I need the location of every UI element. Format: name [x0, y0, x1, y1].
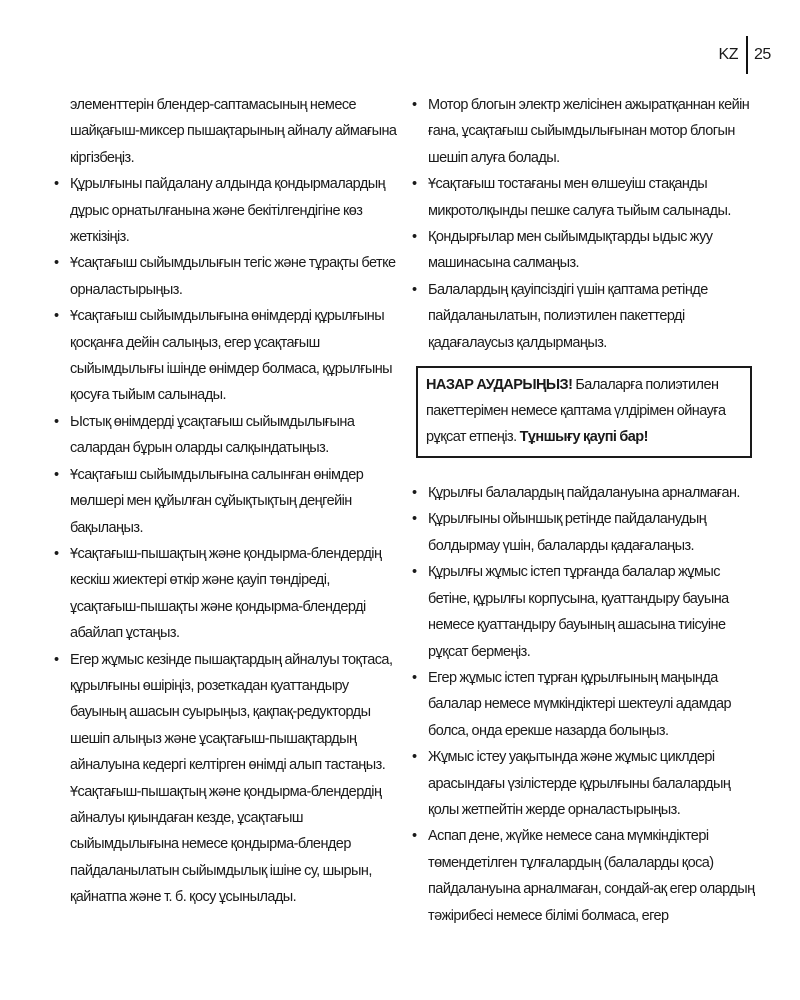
list-item: • Ұсақтағыш сыйымдылығына өнімдерді құрылғыны қосқанға дейін салыңыз, егер ұсақтағыш сыйымдылығы ішінде өнімдер болмаса, құрылғыны қосуға тыйым салынады. [70, 303, 400, 409]
warning-emphasis: Тұншығу қаупі бар! [519, 429, 648, 446]
right-bullet-list-top [428, 92, 758, 356]
left-bullet-list [70, 171, 400, 910]
list-item: • Аспап дене, жүйке немесе сана мүмкіндіктері төмендетілген тұлғалардың (балаларды қоса) пайдалануына арналмаған, сондай-ақ егер олардың тәжірибесі немесе білімі болмаса, егер [428, 823, 758, 929]
list-item: • Құрылғыны ойыншық ретінде пайдаланудың болдырмау үшін, балаларды қадағалаңыз. [428, 506, 758, 559]
list-item: • Құрылғы жұмыс істеп тұрғанда балалар жұмыс бетіне, құрылғы корпусына, қуаттандыру бауына немесе қуаттандыру бауының ашасына тиісуіне рұқсат бермеңіз. [428, 559, 758, 665]
list-item: • Егер жұмыс кезінде пышақтардың айналуы тоқтаса, құрылғыны өшіріңіз, розеткадан қуаттандыру бауының ашасын суырыңыз, қақпақ-редукторды шешіп алыңыз және ұсақтағыш-пышақтардың айналуына кедергі келтірген өнімді алып тастаңыз. Ұсақтағыш-пышақтың және қондырма-блендердің айналуы қиындаған кезде, ұсақтағыш сыйымдылығына немесе қондырма-блендер пайдаланылатын сыйымдылық ішіне су, шырын, қайнатпа және т. б. қосу ұсынылады. [70, 647, 400, 911]
page-number: 25 [754, 46, 771, 63]
right-column [428, 92, 758, 929]
list-item: • Мотор блогын электр желісінен ажыратқаннан кейін ғана, ұсақтағыш сыйымдылығынан мотор блогын шешіп алуға болады. [428, 92, 758, 171]
warning-lead: НАЗАР АУДАРЫҢЫЗ! [426, 377, 573, 394]
left-column [70, 92, 400, 911]
right-bullet-list-bottom [428, 480, 758, 929]
language-code: KZ [718, 46, 738, 63]
warning-box [416, 366, 752, 458]
list-item: • Жұмыс істеу уақытында және жұмыс циклдері арасындағы үзілістерде құрылғыны балалардың қолы жетпейтін жерде орналастырыңыз. [428, 744, 758, 823]
header-divider [746, 36, 748, 74]
list-item: • Егер жұмыс істеп тұрған құрылғының маңында балалар немесе мүмкіндіктері шектеулі адамдар болса, онда ерекше назарда болыңыз. [428, 665, 758, 744]
list-item: • Құрылғы балалардың пайдалануына арналмаған. [428, 480, 758, 506]
list-item: • Құрылғыны пайдалану алдында қондырмалардың дұрыс орнатылғанына және бекітілгендігіне көз жеткізіңіз. [70, 171, 400, 250]
list-item: • Ұсақтағыш сыйымдылығын тегіс және тұрақты бетке орналастырыңыз. [70, 250, 400, 303]
continued-paragraph: элементтерін блендер-саптамасының немесе шайқағыш-миксер пышақтарының айналу аймағына кіргізбеңіз. [70, 97, 397, 166]
list-item: • Ұсақтағыш тостағаны мен өлшеуіш стақанды микротолқынды пешке салуға тыйым салынады. [428, 171, 758, 224]
list-item: • Ұсақтағыш-пышақтың және қондырма-блендердің кескіш жиектері өткір және қауіп төндіреді, ұсақтағыш-пышақты және қондырма-блендерді абайлап ұстаңыз. [70, 541, 400, 647]
list-item: • Балалардың қауіпсіздігі үшін қаптама ретінде пайдаланылатын, полиэтилен пакеттерді қадағалаусыз қалдырмаңыз. [428, 277, 758, 356]
list-item: • Ыстық өнімдерді ұсақтағыш сыйымдылығына салардан бұрын оларды салқындатыңыз. [70, 409, 400, 462]
list-item: • Қондырғылар мен сыйымдықтарды ыдыс жуу машинасына салмаңыз. [428, 224, 758, 277]
page-header [0, 40, 800, 70]
warning-text: Балаларға полиэтилен пакеттерімен немесе қаптама үлдірімен ойнауға рұқсат етпеңіз. [426, 377, 726, 446]
list-item: • Ұсақтағыш сыйымдылығына салынған өнімдер мөлшері мен құйылған сұйықтықтың деңгейін бақылаңыз. [70, 462, 400, 541]
